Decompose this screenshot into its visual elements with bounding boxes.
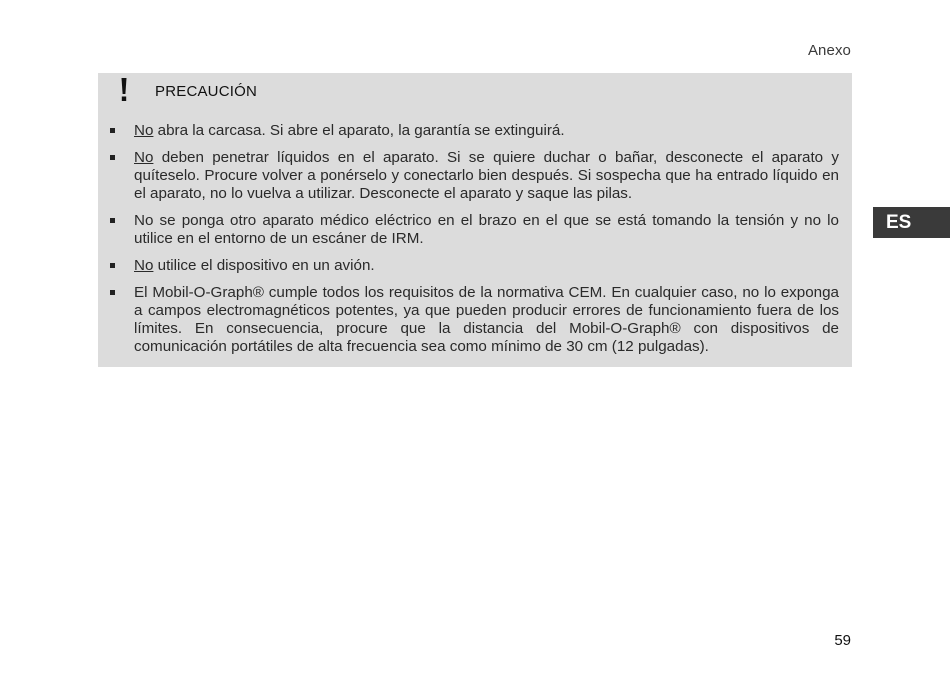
caution-item-lead: No: [134, 122, 154, 139]
bullet-icon: [110, 290, 115, 295]
caution-item: [98, 212, 852, 248]
section-header: Anexo: [807, 42, 851, 59]
caution-item: [98, 149, 852, 203]
caution-item-lead: No: [134, 149, 154, 166]
caution-list: [98, 122, 852, 365]
language-tab: ES: [873, 207, 950, 238]
bullet-icon: [110, 155, 115, 160]
caution-item: [98, 257, 852, 275]
page-number: 59: [834, 632, 851, 649]
caution-item-text: utilice el dispositivo en un avión.: [153, 257, 375, 274]
bullet-icon: [110, 263, 115, 268]
caution-item-text: No se ponga otro aparato médico eléctrico en el brazo en el que se está tomando la tensión y no lo utilice en el entorno de un escáner de IRM.: [134, 212, 839, 247]
caution-box: [98, 73, 852, 367]
caution-title: PRECAUCIÓN: [155, 83, 258, 100]
bullet-icon: [110, 218, 115, 223]
bullet-icon: [110, 128, 115, 133]
caution-item: [98, 122, 852, 140]
caution-item: [98, 284, 852, 356]
caution-item-text: deben penetrar líquidos en el aparato. Si se quiere duchar o bañar, desconecte el aparato y quíteselo. Procure volver a ponérselo y conectarlo bien después. Si sospecha que ha entrado líquido en el aparato, no lo vuelva a utilizar. Desconecte el aparato y saque las pilas.: [134, 149, 839, 202]
caution-item-text: abra la carcasa. Si abre el aparato, la garantía se extinguirá.: [153, 122, 565, 139]
exclamation-icon: [118, 77, 130, 103]
caution-item-lead: No: [134, 257, 154, 274]
caution-item-text: El Mobil-O-Graph® cumple todos los requisitos de la normativa CEM. En cualquier caso, no lo exponga a campos electromagnéticos potentes, ya que pueden producir errores de funcionamiento fuera de los límites. En consecuencia, procure que la distancia del Mobil-O-Graph® con dispositivos de comunicación portátiles de alta frecuencia sea como mínimo de 30 cm (12 pulgadas).: [134, 284, 839, 355]
